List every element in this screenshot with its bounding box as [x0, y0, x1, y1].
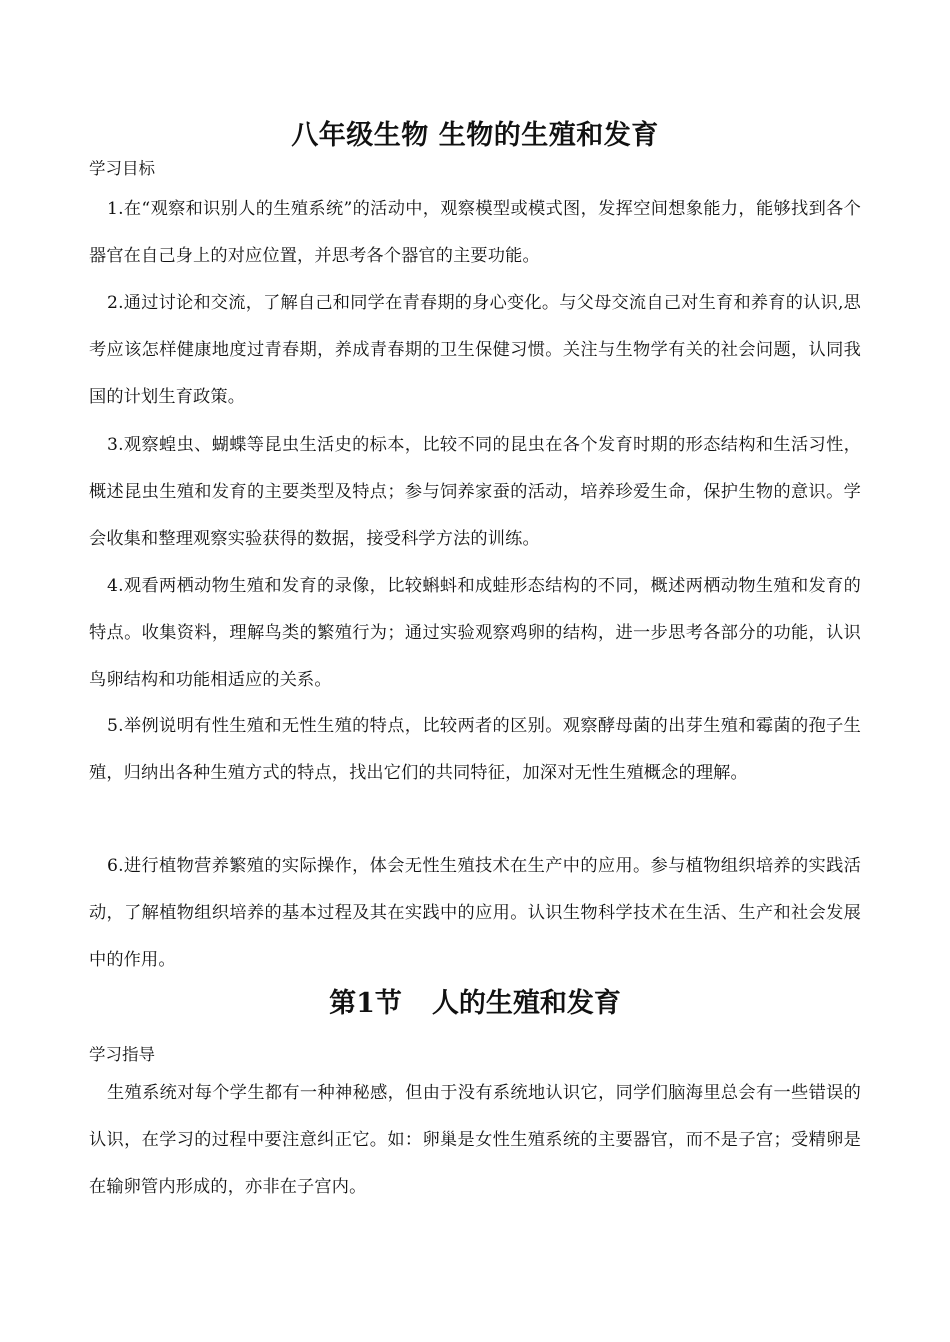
section-number: 第1节: [329, 988, 402, 1019]
guide-label: 学习指导: [89, 1045, 155, 1064]
objective-paragraph-1: 1.在“观察和识别人的生殖系统”的活动中，观察模型或模式图，发挥空间想象能力，能够找到各个器官在自己身上的对应位置，并思考各个器官的主要功能。: [89, 199, 861, 267]
section-title: 人的生殖和发育: [431, 988, 621, 1019]
objective-paragraph-5: 5.举例说明有性生殖和无性生殖的特点，比较两者的区别。观察酵母菌的出芽生殖和霉菌的孢子生殖，归纳出各种生殖方式的特点，找出它们的共同特征，加深对无性生殖概念的理解。: [89, 716, 861, 784]
objectives-label: 学习目标: [89, 159, 155, 178]
objective-paragraph-6: 6.进行植物营养繁殖的实际操作，体会无性生殖技术在生产中的应用。参与植物组织培养的实践活动，了解植物组织培养的基本过程及其在实践中的应用。认识生物科学技术在生活、生产和社会发展中的作用。: [89, 856, 861, 971]
guide-paragraph: 生殖系统对每个学生都有一种神秘感，但由于没有系统地认识它，同学们脑海里总会有一些错误的认识，在学习的过程中要注意纠正它。如：卵巢是女性生殖系统的主要器官，而不是子宫；受精卵是在输卵管内形成的，亦非在子宫内。: [89, 1083, 861, 1198]
objective-paragraph-2: 2.通过讨论和交流，了解自己和同学在青春期的身心变化。与父母交流自己对生育和养育的认识,思考应该怎样健康地度过青春期，养成青春期的卫生保健习惯。关注与生物学有关的社会问题，认同我国的计划生育政策。: [89, 293, 861, 408]
section-heading: [0, 984, 950, 1024]
objective-paragraph-3: 3.观察蝗虫、蝴蝶等昆虫生活史的标本，比较不同的昆虫在各个发育时期的形态结构和生活习性，概述昆虫生殖和发育的主要类型及特点；参与饲养家蚕的活动，培养珍爱生命，保护生物的意识。学会收集和整理观察实验获得的数据，接受科学方法的训练。: [89, 435, 861, 550]
objective-paragraph-4: 4.观看两栖动物生殖和发育的录像，比较蝌蚪和成蛙形态结构的不同，概述两栖动物生殖和发育的特点。收集资料，理解鸟类的繁殖行为；通过实验观察鸡卵的结构，进一步思考各部分的功能，认识鸟卵结构和功能相适应的关系。: [89, 576, 861, 691]
document-title: 八年级生物 生物的生殖和发育: [291, 120, 659, 151]
